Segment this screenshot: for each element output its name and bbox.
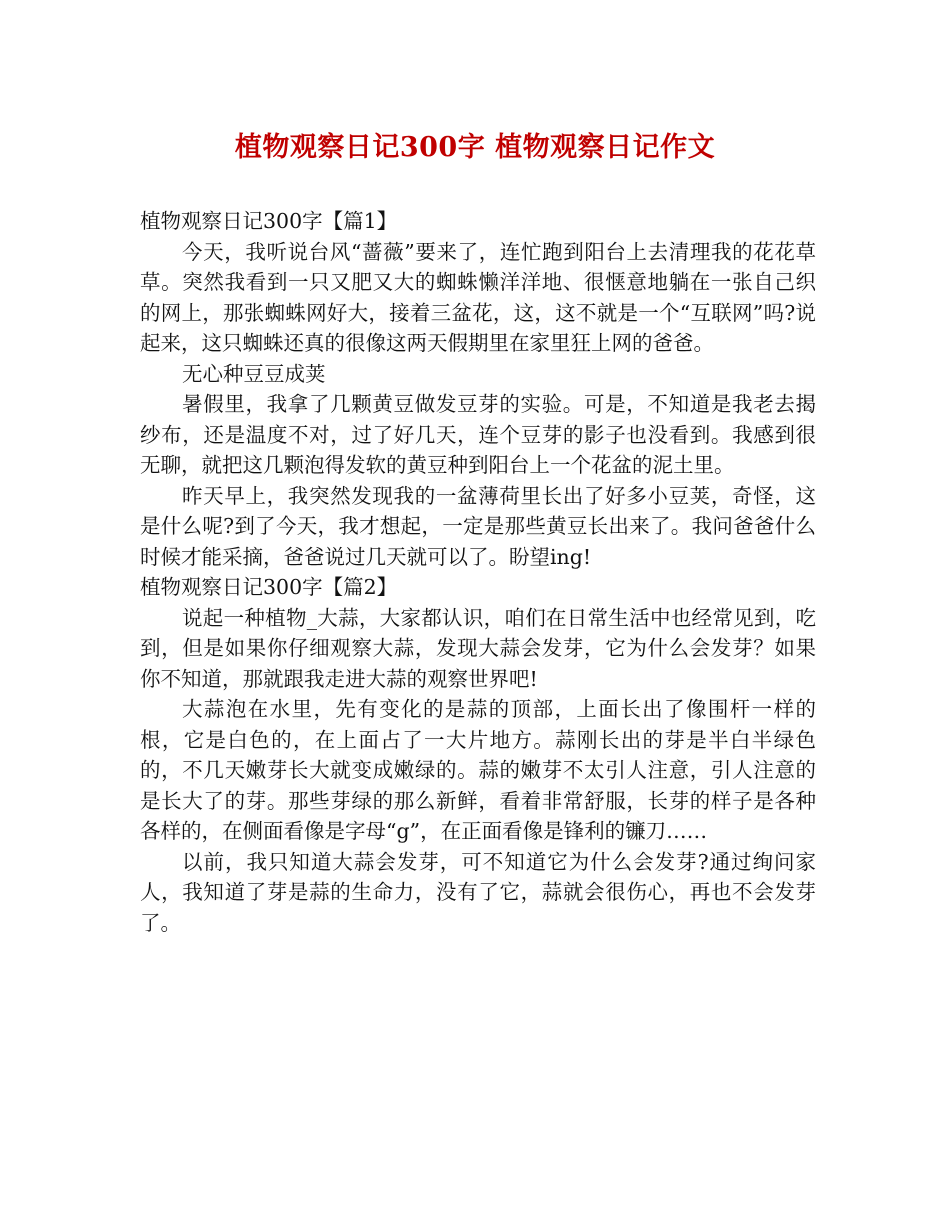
paragraph: 以前，我只知道大蒜会发芽，可不知道它为什么会发芽?通过绚问家人，我知道了芽是蒜的生命力，没有了它，蒜就会很伤心，再也不会发芽了。 <box>140 849 816 935</box>
paragraph: 今天，我听说台风“蔷薇”要来了，连忙跑到阳台上去清理我的花花草草。突然我看到一只又肥又大的蜘蛛懒洋洋地、很惬意地躺在一张自己织的网上，那张蜘蛛网好大，接着三盆花，这，这不就是一个“互联网”吗?说起来，这只蜘蛛还真的很像这两天假期里在家里狂上网的爸爸。 <box>140 239 816 355</box>
subtitle-paragraph: 无心种豆豆成荚 <box>182 361 326 386</box>
paragraph: 昨天早上，我突然发现我的一盆薄荷里长出了好多小豆荚，奇怪，这是什么呢?到了今天，我才想起，一定是那些黄豆长出来了。我问爸爸什么时候才能采摘，爸爸说过几天就可以了。盼望ing! <box>140 483 816 569</box>
document-title: 植物观察日记300字 植物观察日记作文 <box>234 132 716 163</box>
section-heading-1: 植物观察日记300字【篇1】 <box>140 209 398 233</box>
paragraph: 暑假里，我拿了几颗黄豆做发豆芽的实验。可是，不知道是我老去揭纱布，还是温度不对，过了好几天，连个豆芽的影子也没看到。我感到很无聊，就把这几颗泡得发软的黄豆种到阳台上一个花盆的泥土里。 <box>140 392 816 477</box>
paragraph: 大蒜泡在水里，先有变化的是蒜的顶部，上面长出了像围杆一样的根，它是白色的，在上面占了一大片地方。蒜刚长出的芽是半白半绿色的，不几天嫩芽长大就变成嫩绿的。蒜的嫩芽不太引人注意，引人注意的是长大了的芽。那些芽绿的那么新鲜，看着非常舒服，长芽的样子是各种各样的，在侧面看像是字母“g”，在正面看像是锋利的镰刀…… <box>140 697 816 843</box>
document-body <box>140 206 816 938</box>
paragraph: 说起一种植物_大蒜，大家都认识，咱们在日常生活中也经常见到，吃到，但是如果你仔细观察大蒜，发现大蒜会发芽，它为什么会发芽？如果你不知道，那就跟我走进大蒜的观察世界吧! <box>140 605 816 691</box>
section-heading-2: 植物观察日记300字【篇2】 <box>140 575 398 599</box>
